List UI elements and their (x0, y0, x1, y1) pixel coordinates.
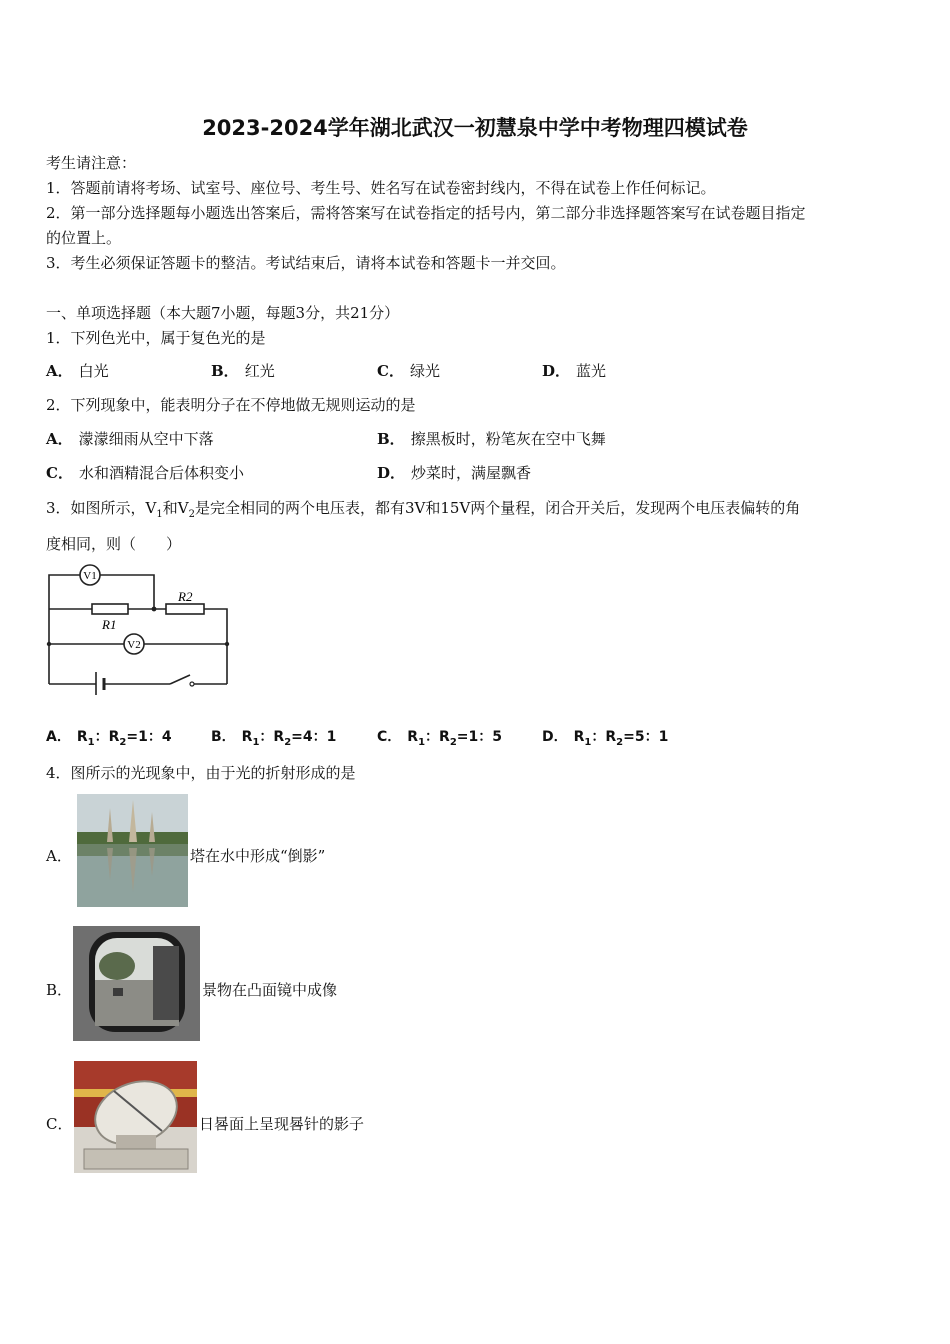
option-text: 蓝光 (576, 362, 607, 380)
option-label: C． (46, 464, 73, 482)
option-text: 绿光 (409, 362, 440, 380)
q4-option-a-text: 塔在水中形成“倒影” (190, 847, 326, 865)
option-label: A． (46, 430, 73, 448)
wire (100, 575, 154, 607)
voltmeter-v2-label: V2 (127, 639, 141, 651)
option-text: ：R (425, 729, 450, 745)
switch-contact (190, 682, 194, 686)
q1-option-b[interactable] (211, 360, 275, 381)
pagoda-reflection-photo[interactable] (77, 794, 188, 907)
option-sub: 1 (252, 736, 260, 748)
option-text: 炒菜时，满屋飘香 (411, 464, 532, 482)
q2-option-a[interactable] (46, 428, 214, 449)
junction-dot (225, 642, 229, 646)
option-text: =4：1 (291, 729, 337, 745)
q1-option-a[interactable] (46, 360, 109, 381)
exam-title: 2023-2024学年湖北武汉一初慧泉中学中考物理四模试卷 (202, 116, 748, 140)
option-sub: 2 (119, 736, 127, 748)
option-label: B． (211, 362, 239, 380)
option-label: C． (377, 362, 404, 380)
notice-item-3: 3．考生必须保证答题卡的整洁。考试结束后，请将本试卷和答题卡一并交回。 (46, 254, 566, 272)
option-sub: 1 (584, 736, 592, 748)
q4-option-c-text: 日晷面上呈现晷针的影子 (199, 1115, 365, 1133)
notice-item-2: 2．第一部分选择题每小题选出答案后，需将答案写在试卷指定的括号内，第二部分非选择题答案写在试卷题目指定 (46, 204, 806, 222)
q2-option-b[interactable] (377, 428, 606, 449)
option-text: R (407, 729, 419, 745)
option-label: B． (211, 729, 236, 745)
option-text: 红光 (244, 362, 275, 380)
q3-option-d[interactable] (542, 726, 668, 748)
option-text: 水和酒精混合后体积变小 (78, 464, 244, 482)
convex-mirror-photo[interactable] (73, 926, 200, 1041)
option-sub: 2 (616, 736, 624, 748)
option-label: A． (46, 729, 71, 745)
q3-option-c[interactable] (377, 726, 502, 748)
notice-item-1: 1．答题前请将考场、试室号、座位号、考生号、姓名写在试卷密封线内，不得在试卷上作任何标记。 (46, 179, 716, 197)
switch (170, 675, 190, 684)
q2-option-d[interactable] (377, 462, 531, 483)
q3-option-b[interactable] (211, 726, 336, 748)
option-text: ：R (591, 729, 617, 745)
option-text: =5：1 (623, 729, 669, 745)
option-text: R (76, 729, 88, 745)
junction-dot (47, 642, 51, 646)
option-text: =1：5 (456, 729, 502, 745)
option-label: D． (542, 729, 568, 745)
q4-option-a-label: A． (46, 847, 72, 865)
resistor-r1-label: R1 (102, 617, 117, 632)
option-sub: 1 (87, 736, 95, 748)
q3-stem (46, 497, 800, 520)
wire (204, 609, 227, 684)
option-text: R (241, 729, 253, 745)
option-text: 擦黑板时，粉笔灰在空中飞舞 (410, 430, 606, 448)
junction-dot (152, 607, 157, 612)
q1-option-c[interactable] (377, 360, 440, 381)
q3-stem-line2: 度相同，则（ ） (46, 535, 182, 553)
sundial-photo[interactable] (74, 1061, 197, 1173)
option-label: D． (542, 362, 571, 380)
q4-option-b-text: 景物在凸面镜中成像 (202, 981, 338, 999)
q1-option-d[interactable] (542, 360, 606, 381)
resistor-r2 (166, 604, 204, 614)
q3-stem-part: 是完全相同的两个电压表，都有3V和15V两个量程，闭合开关后，发现两个电压表偏转的角 (194, 499, 801, 517)
q4-stem: 4．图所示的光现象中，由于光的折射形成的是 (46, 764, 356, 782)
option-label: C． (377, 729, 402, 745)
option-text: 白光 (78, 362, 109, 380)
notice-heading: 考生请注意： (46, 154, 137, 172)
q3-stem-part: 和V (162, 499, 189, 517)
option-sub: 2 (449, 736, 457, 748)
q3-option-a[interactable] (46, 726, 172, 748)
voltmeter-v1-label: V1 (83, 570, 97, 582)
option-text: R (573, 729, 585, 745)
q4-option-b-label: B． (46, 981, 73, 999)
option-label: A． (46, 362, 73, 380)
resistor-r2-label: R2 (178, 589, 193, 604)
option-label: B． (377, 430, 405, 448)
q3-sub: 1 (156, 509, 163, 520)
option-text: 濛濛细雨从空中下落 (78, 430, 214, 448)
option-text: =1：4 (126, 729, 172, 745)
q2-stem: 2．下列现象中，能表明分子在不停地做无规则运动的是 (46, 396, 416, 414)
circuit-diagram (44, 563, 236, 695)
option-sub: 1 (418, 736, 426, 748)
option-text: ：R (259, 729, 285, 745)
notice-item-2-cont: 的位置上。 (46, 229, 122, 247)
q4-option-c-label: C． (46, 1115, 73, 1133)
q3-sub: 2 (188, 509, 195, 520)
section-heading: 一、单项选择题（本大题7小题，每题3分，共21分） (46, 304, 400, 322)
q1-stem: 1．下列色光中，属于复色光的是 (46, 329, 266, 347)
wire (49, 575, 80, 609)
q2-option-c[interactable] (46, 462, 244, 483)
q3-stem-part: 3．如图所示，V (46, 499, 157, 517)
resistor-r1 (92, 604, 128, 614)
option-sub: 2 (284, 736, 292, 748)
option-label: D． (377, 464, 406, 482)
option-text: ：R (94, 729, 120, 745)
